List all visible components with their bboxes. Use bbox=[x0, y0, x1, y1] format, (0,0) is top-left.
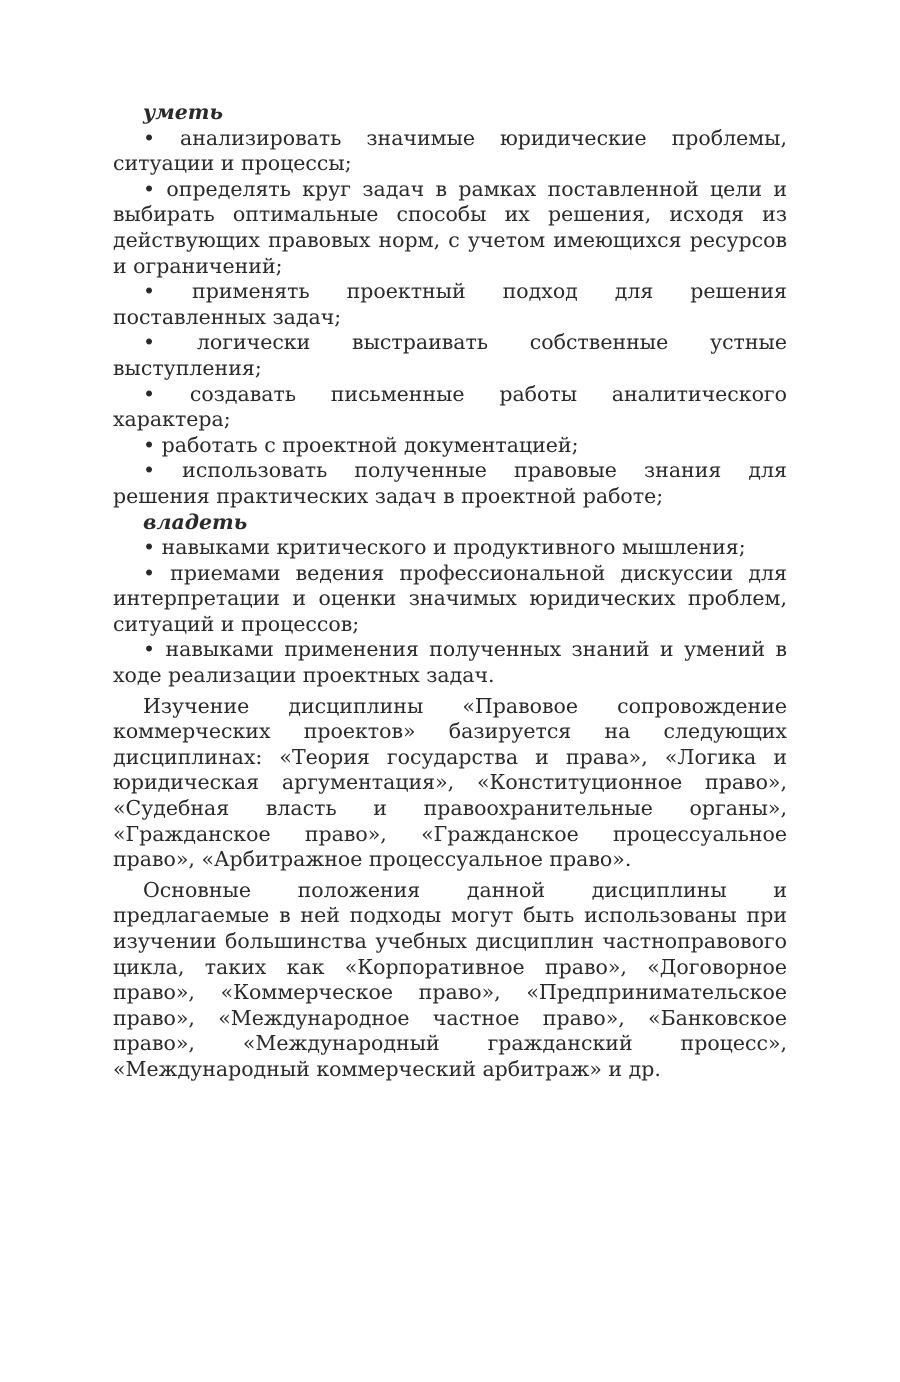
list-item: • логически выстраивать собственные устные выступления; bbox=[113, 330, 787, 380]
section-heading-umet: уметь bbox=[143, 100, 224, 124]
page-body bbox=[113, 100, 787, 1083]
list-item: • навыками критического и продуктивного мышления; bbox=[143, 535, 746, 560]
list-item: • применять проектный подход для решения поставленных задач; bbox=[113, 279, 787, 329]
list-item: • работать с проектной документацией; bbox=[143, 432, 579, 457]
body-paragraph: Основные положения данной дисциплины и предлагаемые в ней подходы могут быть использованы при изучении большинства учебных дисциплин частноправового цикла, таких как «Корпоративное право», «Договорное право», «Коммерческое право», «Предпринимательское право», «Международное частное право», «Банковское право», «Международный гражданский процесс», «Международный коммерческий арбитраж» и др. bbox=[113, 877, 787, 1081]
list-item: • создавать письменные работы аналитического характера; bbox=[113, 381, 787, 432]
list-item: • навыками применения полученных знаний и умений в ходе реализации проектных задач. bbox=[113, 637, 787, 688]
list-item: • использовать полученные правовые знания для решения практических задач в проектной работе; bbox=[113, 458, 787, 508]
section-heading-vladet: владеть bbox=[143, 509, 248, 534]
body-paragraph: Изучение дисциплины «Правовое сопровождение коммерческих проектов» базируется на следующих дисциплинах: «Теория государства и права», «Логика и юридическая аргументация», «Конституционное право», «Судебная власть и правоохранительные органы», «Гражданское право», «Гражданское процессуальное право», «Арбитражное процессуальное право». bbox=[113, 693, 787, 872]
list-item: • анализировать значимые юридические проблемы, ситуации и процессы; bbox=[113, 125, 787, 176]
list-item: • приемами ведения профессиональной дискуссии для интерпретации и оценки значимых юридических проблем, ситуаций и процессов; bbox=[113, 560, 787, 636]
list-item: • определять круг задач в рамках поставленной цели и выбирать оптимальные способы их решения, исходя из действующих правовых норм, с учетом имеющихся ресурсов и ограничений; bbox=[113, 176, 787, 278]
